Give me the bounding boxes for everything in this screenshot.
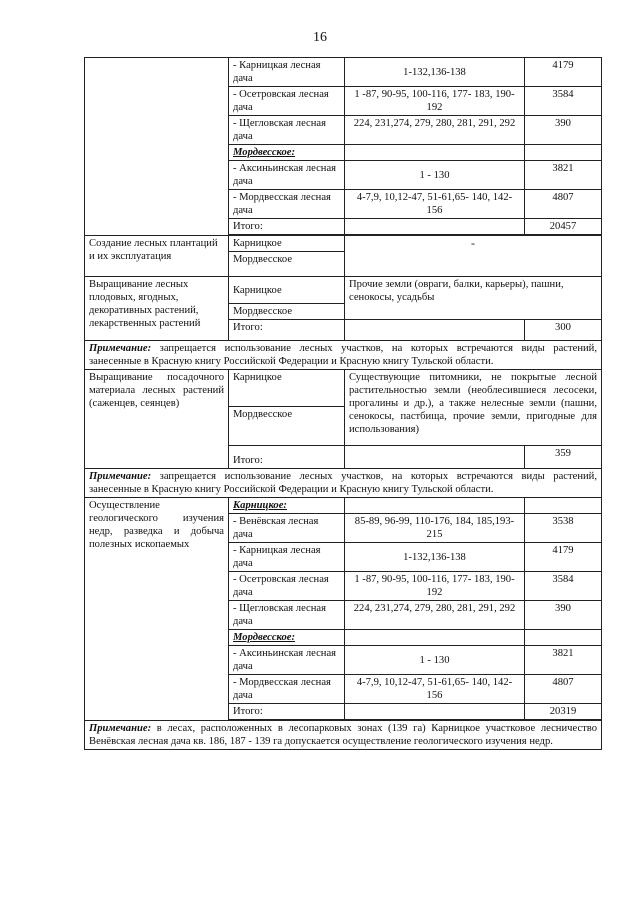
forestry-name: Мордвесское (229, 407, 345, 446)
note-text: запрещается использование лесных участков, на которых встречаются виды растений, занесенные в Красную книгу Российской Федерации и Красную книгу Тульской области. (89, 471, 597, 495)
quarters-cell: 1 -87, 90-95, 100-116, 177- 183, 190- 192 (345, 87, 525, 116)
lands-cell: Существующие питомники, не покрытые лесной растительностью земли (необлесившиеся лесосеки, прогалины и др.), а также нелесные земли (пашни, сенокосы, пастбища, прочие земли, пригодные для использования) (345, 370, 602, 446)
total-value: 359 (525, 446, 602, 469)
area-cell: 3821 (525, 161, 602, 190)
dacha-name: - Венёвская лесная дача (229, 514, 345, 543)
table-row (85, 58, 602, 87)
total-label: Итого: (229, 446, 345, 469)
total-label: Итого: (229, 320, 345, 341)
note-cell (85, 341, 602, 370)
total-value: 20457 (525, 219, 602, 235)
note-label: Примечание: (89, 471, 152, 482)
forestry-name: Карницкое (229, 277, 345, 304)
total-label: Итого: (229, 704, 345, 720)
activity-cell-empty (85, 58, 229, 236)
table-row (85, 498, 602, 514)
forestry-name: Карницкое (229, 236, 345, 252)
forestry-group-label: Карницкое: (229, 498, 345, 514)
forestry-group-label: Мордвесское: (229, 145, 345, 161)
dacha-name: - Аксиньинская лесная дача (229, 646, 345, 675)
area-cell: 3584 (525, 87, 602, 116)
quarters-cell: 1 -87, 90-95, 100-116, 177- 183, 190- 192 (345, 572, 525, 601)
activity-cell: Осуществление геологического изучения недр, разведка и добыча полезных ископаемых (85, 498, 229, 721)
dacha-name: - Мордвесская лесная дача (229, 190, 345, 219)
quarters-cell: 1-132,136-138 (345, 58, 525, 87)
note-text: запрещается использование лесных участков, на которых встречаются виды растений, занесенные в Красную книгу Российской Федерации и Красную книгу Тульской области. (89, 343, 597, 367)
forestry-name: Карницкое (229, 370, 345, 407)
note-cell (85, 721, 602, 750)
table-row (85, 236, 602, 252)
note-cell (85, 469, 602, 498)
area-cell: 3538 (525, 514, 602, 543)
forest-use-table (84, 57, 602, 750)
note-row (85, 721, 602, 750)
note-row (85, 341, 602, 370)
quarters-cell: 4-7,9, 10,12-47, 51-61,65- 140, 142-156 (345, 675, 525, 704)
note-label: Примечание: (89, 343, 152, 354)
area-cell: 4807 (525, 675, 602, 704)
dash-cell: - (345, 236, 602, 277)
forestry-group-label: Мордвесское: (229, 630, 345, 646)
dacha-name: - Осетровская лесная дача (229, 572, 345, 601)
area-cell: 4179 (525, 543, 602, 572)
quarters-cell: 1 - 130 (345, 646, 525, 675)
note-text: в лесах, расположенных в лесопарковых зонах (139 га) Карницкое участковое лесничество Венёвская лесная дача кв. 186, 187 - 139 га допускается осуществление геологического изучения недр. (89, 723, 597, 747)
area-cell: 390 (525, 601, 602, 630)
forestry-name: Мордвесское (229, 304, 345, 320)
total-label: Итого: (229, 219, 345, 235)
activity-cell: Выращивание посадочного материала лесных растений (саженцев, сеянцев) (85, 370, 229, 469)
activity-cell: Создание лесных плантаций и их эксплуатация (85, 236, 229, 277)
total-value: 300 (525, 320, 602, 341)
quarters-cell: 1 - 130 (345, 161, 525, 190)
dacha-name: - Мордвесская лесная дача (229, 675, 345, 704)
note-label: Примечание: (89, 723, 152, 734)
dacha-name: - Щегловская лесная дача (229, 116, 345, 145)
quarters-cell: 224, 231,274, 279, 280, 281, 291, 292 (345, 116, 525, 145)
quarters-cell: 85-89, 96-99, 110-176, 184, 185,193-215 (345, 514, 525, 543)
dacha-name: - Карницкая лесная дача (229, 58, 345, 87)
quarters-cell: 1-132,136-138 (345, 543, 525, 572)
quarters-cell: 4-7,9, 10,12-47, 51-61,65- 140, 142-156 (345, 190, 525, 219)
dacha-name: - Щегловская лесная дача (229, 601, 345, 630)
area-cell: 4179 (525, 58, 602, 87)
total-value: 20319 (525, 704, 602, 720)
area-cell: 3821 (525, 646, 602, 675)
activity-cell: Выращивание лесных плодовых, ягодных, декоративных растений, лекарственных растений (85, 277, 229, 341)
quarters-cell: 224, 231,274, 279, 280, 281, 291, 292 (345, 601, 525, 630)
area-cell: 390 (525, 116, 602, 145)
dacha-name: - Карницкая лесная дача (229, 543, 345, 572)
dacha-name: - Аксиньинская лесная дача (229, 161, 345, 190)
dacha-name: - Осетровская лесная дача (229, 87, 345, 116)
area-cell: 3584 (525, 572, 602, 601)
forestry-name: Мордвесское (229, 252, 345, 277)
area-cell: 4807 (525, 190, 602, 219)
page-number: 16 (313, 30, 327, 45)
table-row (85, 277, 602, 304)
table-row (85, 370, 602, 407)
note-row (85, 469, 602, 498)
lands-cell: Прочие земли (овраги, балки, карьеры), пашни, сенокосы, усадьбы (345, 277, 602, 320)
